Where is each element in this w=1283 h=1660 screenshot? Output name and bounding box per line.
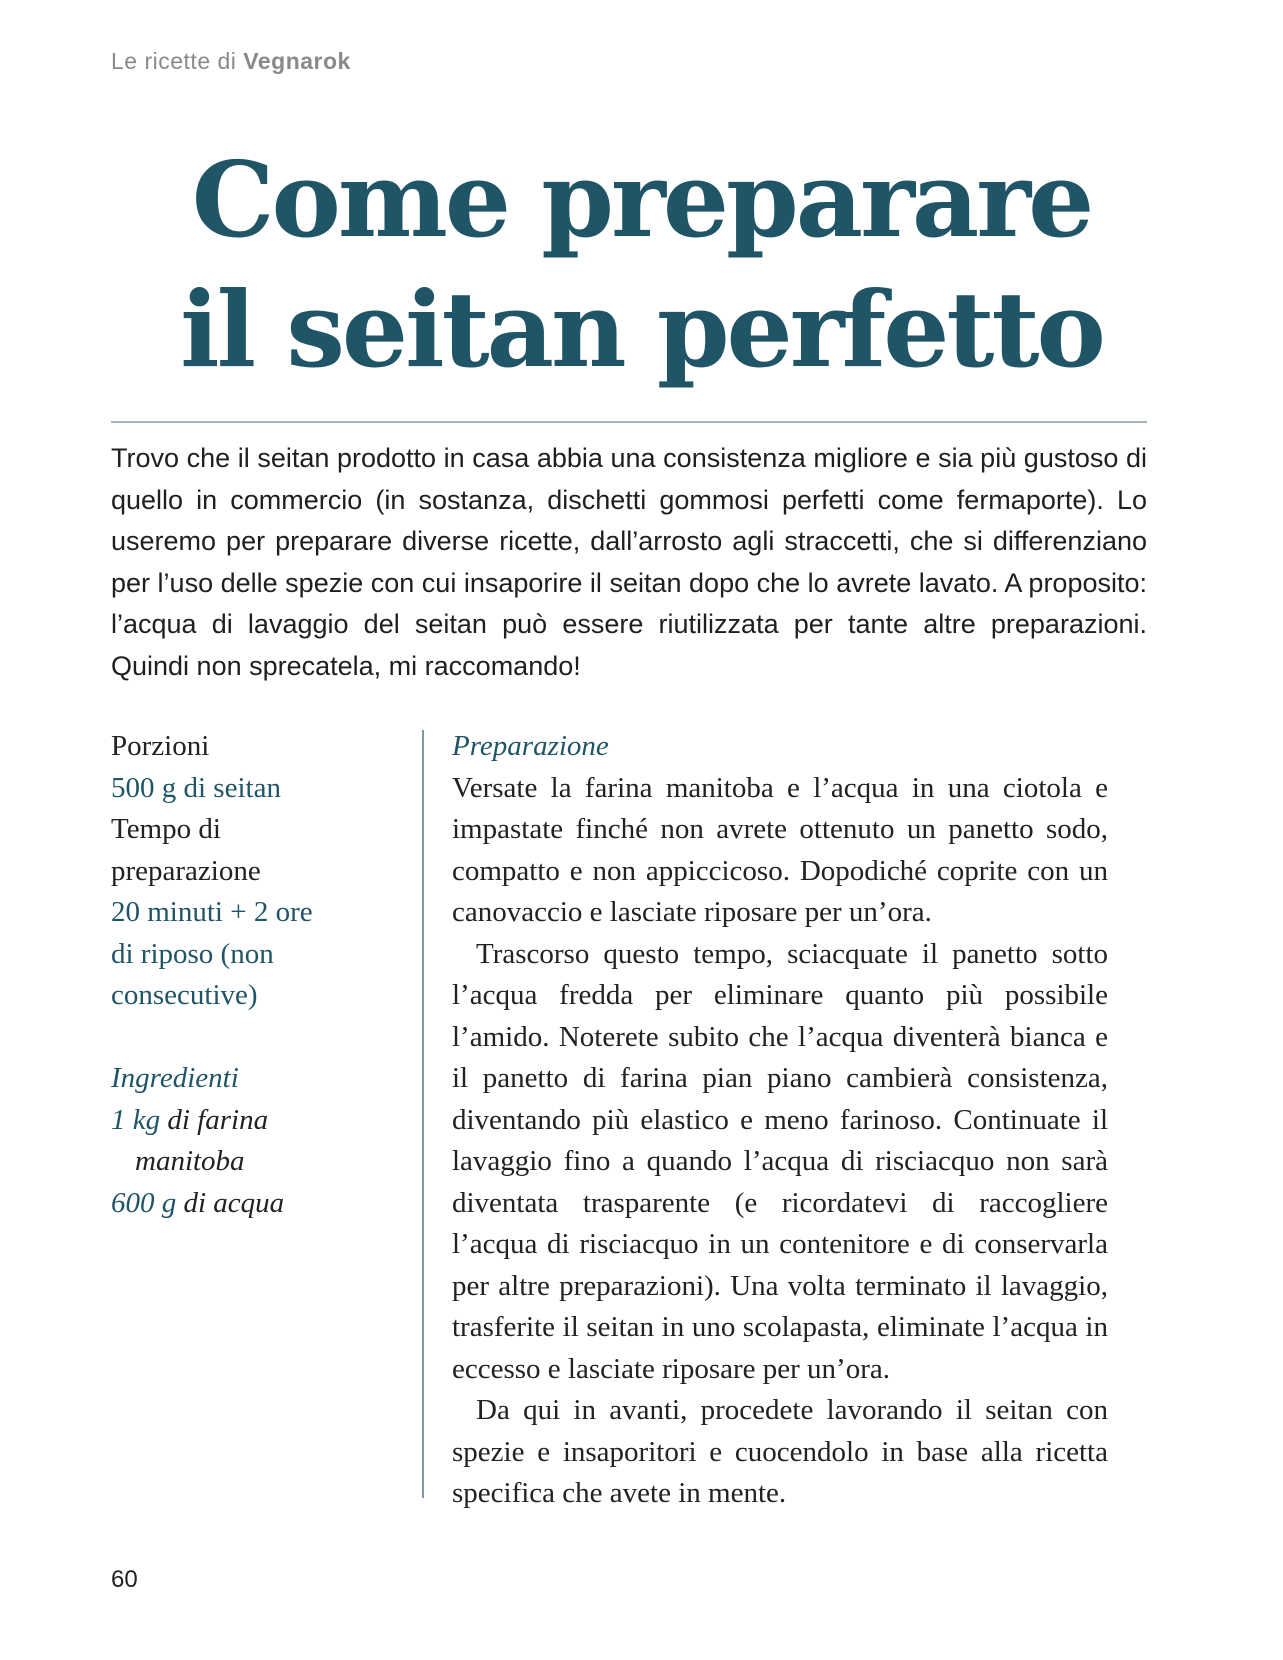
time-value-line-2: di riposo (non bbox=[111, 937, 274, 970]
page-title-line-1: Come preparare bbox=[191, 138, 1092, 261]
ingredient-quantity: 1 kg bbox=[111, 1103, 161, 1136]
time-value-line-1: 20 minuti + 2 ore bbox=[111, 896, 313, 928]
ingredient-item-continuation bbox=[111, 1141, 401, 1183]
page-title bbox=[0, 135, 1283, 395]
title-divider bbox=[111, 421, 1147, 423]
servings-label: Porzioni bbox=[111, 730, 210, 762]
recipe-info-sidebar bbox=[111, 726, 401, 1224]
ingredients-heading: Ingredienti bbox=[111, 1062, 239, 1094]
time-value-line-3: consecutive) bbox=[111, 979, 258, 1011]
column-divider bbox=[422, 730, 424, 1498]
ingredient-quantity: 600 g bbox=[111, 1186, 177, 1219]
preparation-paragraph: Versate la farina manitoba e l’acqua in una ciotola e impastate finché non avrete ottenuto un panetto sodo, compatto e non appiccicoso. Dopodiché coprite con un canovaccio e lasciate riposare per un’ora. bbox=[452, 771, 1108, 928]
running-head bbox=[111, 48, 351, 75]
intro-paragraph: Trovo che il seitan prodotto in casa abbia una consistenza migliore e sia più gustoso di quello in commercio (in sostanza, dischetti gommosi perfetti come fermaporte). Lo useremo per preparare diverse ricette, dall’arrosto agli straccetti, che si differenziano per l’uso delle spezie con cui insaporire il seitan dopo che lo avrete lavato. A proposito: l’acqua di lavaggio del seitan può essere riutilizzata per tante altre preparazioni. Quindi non sprecatela, mi raccomando! bbox=[111, 443, 1147, 681]
running-head-brand: Vegnarok bbox=[243, 48, 351, 74]
preparation-paragraph: Da qui in avanti, procedete lavorando il seitan con spezie e insaporitori e cuocendolo in base alla ricetta specifica che avete in mente. bbox=[452, 1394, 1108, 1509]
sidebar-spacer bbox=[111, 1017, 401, 1059]
ingredient-name: di farina bbox=[167, 1103, 269, 1136]
preparation-heading: Preparazione bbox=[452, 730, 609, 762]
servings-value: 500 g di seitan bbox=[111, 771, 281, 804]
preparation-paragraph: Trascorso questo tempo, sciacquate il panetto sotto l’acqua fredda per eliminare quanto più possibile l’amido. Noterete subito che l’acqua diventerà bianca e il panetto di farina pian piano cambierà consistenza, diventando più elastico e meno farinoso. Continuate il lavaggio fino a quando l’acqua di risciacquo non sarà diventata trasparente (e ricordatevi di raccogliere l’acqua di risciacquo in un contenitore e di conservarla per altre preparazioni). Una volta terminato il lavaggio, trasferite il seitan in uno scolapasta, eliminate l’acqua in eccesso e lasciate riposare per un’ora. bbox=[452, 937, 1108, 1385]
page-title-line-2: il seitan perfetto bbox=[180, 268, 1103, 391]
ingredient-name: di acqua bbox=[183, 1186, 285, 1219]
preparation-section bbox=[452, 726, 1108, 1515]
page-number: 60 bbox=[111, 1566, 138, 1593]
running-head-prefix: Le ricette di bbox=[111, 48, 237, 74]
ingredient-name-continuation: manitoba bbox=[135, 1145, 245, 1177]
ingredient-item bbox=[111, 1100, 401, 1142]
time-label-line-1: Tempo di bbox=[111, 813, 221, 845]
time-label-line-2: preparazione bbox=[111, 854, 261, 887]
ingredient-item bbox=[111, 1183, 401, 1225]
